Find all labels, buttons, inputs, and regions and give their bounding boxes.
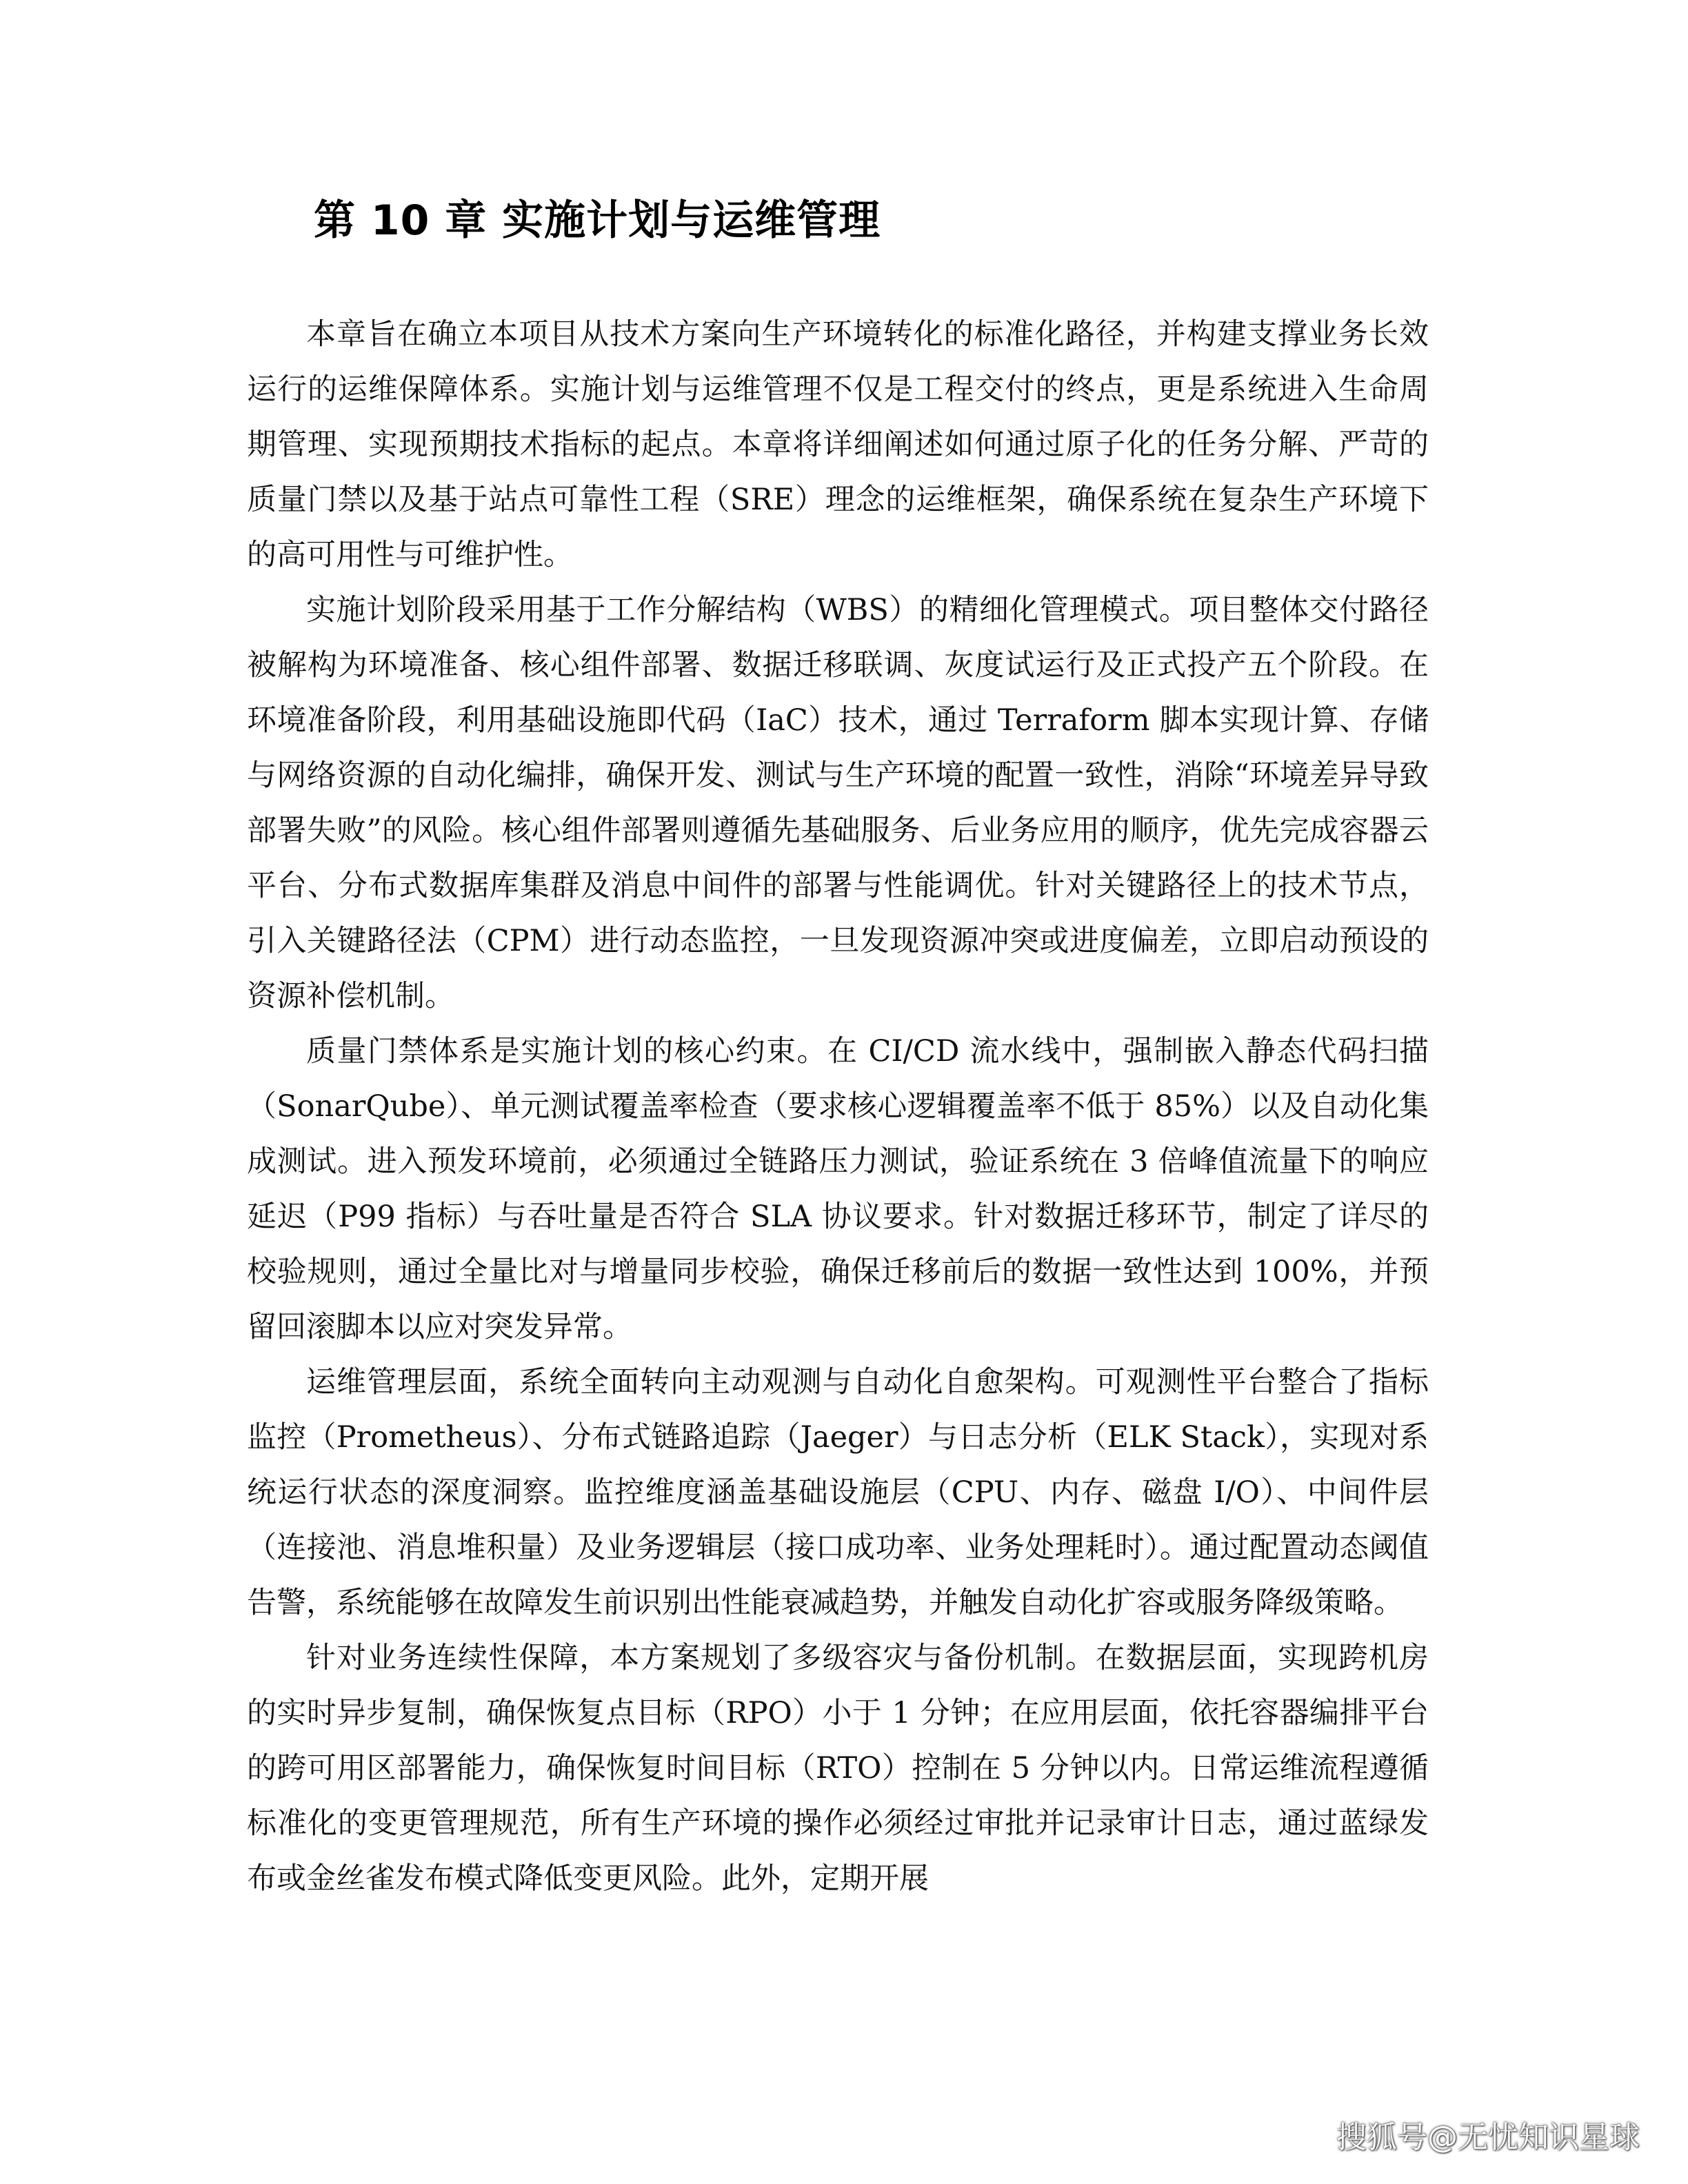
paragraph-intro: 本章旨在确立本项目从技术方案向生产环境转化的标准化路径，并构建支撑业务长效运行的运维保障体系。实施计划与运维管理不仅是工程交付的终点，更是系统进入生命周期管理、实现预期技术指标的起点。本章将详细阐述如何通过原子化的任务分解、严苛的质量门禁以及基于站点可靠性工程（SRE）理念的运维框架，确保系统在复杂生产环境下的高可用性与可维护性。 [247,317,1429,572]
watermark-text: 搜狐号@无忧知识星球 [1336,2120,1640,2155]
paragraph-quality-gate: 质量门禁体系是实施计划的核心约束。在 CI/CD 流水线中，强制嵌入静态代码扫描（SonarQube）、单元测试覆盖率检查（要求核心逻辑覆盖率不低于 85%）以及自动化集成测试。进入预发环境前，必须通过全链路压力测试，验证系统在 3 倍峰值流量下的响应延迟（P99 指标）与吞吐量是否符合 SLA 协议要求。针对数据迁移环节，制定了详尽的校验规则，通过全量比对与增量同步校验，确保迁移前后的数据一致性达到 100%，并预留回滚脚本以应对突发异常。 [247,1034,1429,1344]
document-body [247,307,1429,1906]
paragraph-business-continuity: 针对业务连续性保障，本方案规划了多级容灾与备份机制。在数据层面，实现跨机房的实时异步复制，确保恢复点目标（RPO）小于 1 分钟；在应用层面，依托容器编排平台的跨可用区部署能力，确保恢复时间目标（RTO）控制在 5 分钟以内。日常运维流程遵循标准化的变更管理规范，所有生产环境的操作必须经过审批并记录审计日志，通过蓝绿发布或金丝雀发布模式降低变更风险。此外，定期开展 [247,1641,1429,1896]
chapter-title: 第 10 章 实施计划与运维管理 [314,196,881,245]
paragraph-implementation-plan: 实施计划阶段采用基于工作分解结构（WBS）的精细化管理模式。项目整体交付路径被解构为环境准备、核心组件部署、数据迁移联调、灰度试运行及正式投产五个阶段。在环境准备阶段，利用基础设施即代码（IaC）技术，通过 Terraform 脚本实现计算、存储与网络资源的自动化编排，确保开发、测试与生产环境的配置一致性，消除“环境差异导致部署失败”的风险。核心组件部署则遵循先基础服务、后业务应用的顺序，优先完成容器云平台、分布式数据库集群及消息中间件的部署与性能调优。针对关键路径上的技术节点，引入关键路径法（CPM）进行动态监控，一旦发现资源冲突或进度偏差，立即启动预设的资源补偿机制。 [247,593,1429,1013]
paragraph-operations: 运维管理层面，系统全面转向主动观测与自动化自愈架构。可观测性平台整合了指标监控（Prometheus）、分布式链路追踪（Jaeger）与日志分析（ELK Stack），实现对系统运行状态的深度洞察。监控维度涵盖基础设施层（CPU、内存、磁盘 I/O）、中间件层（连接池、消息堆积量）及业务逻辑层（接口成功率、业务处理耗时）。通过配置动态阈值告警，系统能够在故障发生前识别出性能衰减趋势，并触发自动化扩容或服务降级策略。 [247,1365,1429,1620]
